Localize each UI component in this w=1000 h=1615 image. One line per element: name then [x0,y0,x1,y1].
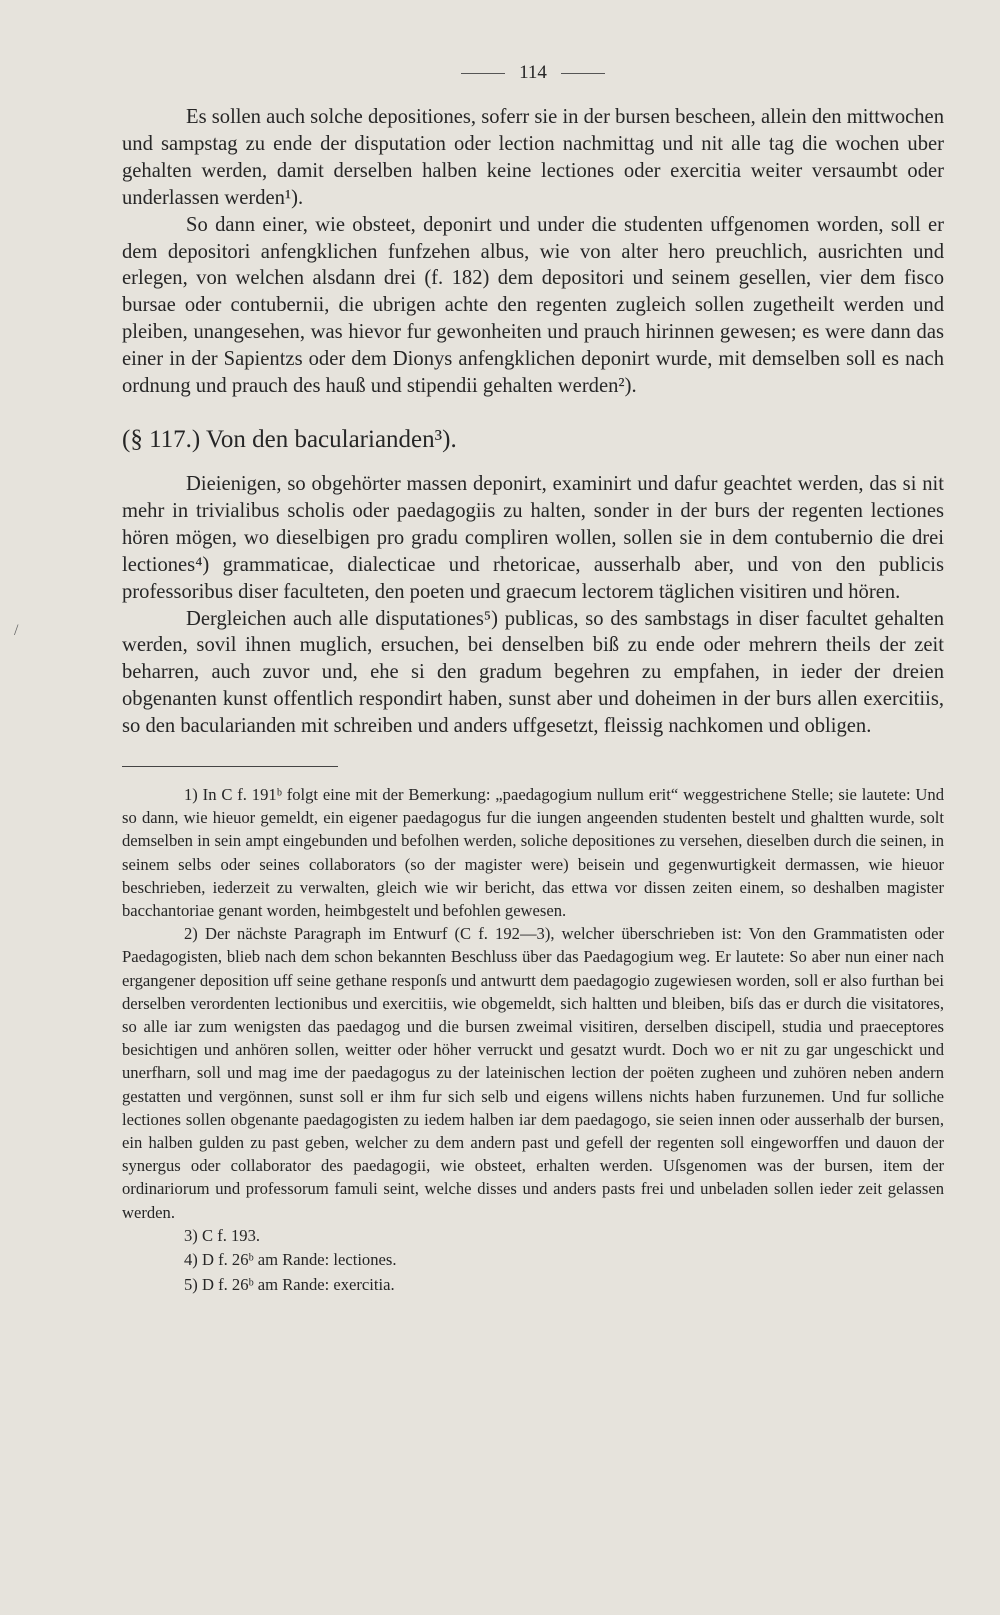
page-number: 114 [519,62,547,83]
footnote-1: 1) In C f. 191ᵇ folgt eine mit der Bemerkung: „paedagogium nullum erit“ weggestrichene Stelle; sie lautete: Und so dann, wie hieuor gemeldt, ein eigener paedagogus fur die iungen angeenden studenten bestelt und ghaltten wurde, solt demselben in sein ampt eingebunden und befolhen werden, soliche depositiones zu versehen, dieselben durch die seinen, in seinem selbs oder seines collaborators (so der magister were) beisein und gegenwurtigkeit dermassen, wie hieuor beschrieben, iederzeit zu verwalten, gleich wie wir bericht, das ettwa vor dissen zeiten einem, so deshalben magister bacchantoriae genant worden, heimbgestelt und befohlen gewesen. [122,785,944,921]
margin-mark: / [14,622,19,639]
header-dash-left [461,73,505,74]
section-title: (§ 117.) Von den bacularianden³). [122,425,457,453]
header-dash-right [561,73,605,74]
footnote-2: 2) Der nächste Paragraph im Entwurf (C f. 192—3), welcher überschrieben ist: Von den Grammatisten oder Paedagogisten, blieb nach dem schon bekannten Beschluss über das Paedagogium weg. Er lautete: So aber nun einer nach ergangener deposition uff seine gethane responſs und antwurtt dem paedagogio zugewiesen worden, soll er also furthan bei derselben verordenten lectionibus und exercitiis, wie obgemeldt, sich haltten und bleiben, biſs das er durch die visitatores, so alle iar zum wenigsten das paedagog und die bursen zweimal visitiren, derselben discipell, studia und praeceptores besichtigen und anhören sollen, weitter oder höher verruckt und gesatzt wurdt. Doch wo er nit zu gar ungeschickt und unerfharn, soll und mag ime der paedagogus zu der lateinischen lection der poëten zugheen und zuhören neben andern gestatten und vergönnen, sunst soll er ihm fur sich selb und eigens willens nichts haben furzunemen. Und fur solliche lectiones sollen obgenante paedagogisten zu iedem halben iar dem paedagogo, sie seien innen oder ausserhalb der bursen, ein halben gulden zu past geben, welcher zu dem andern past und gefell der regenten soll eingeworffen und dauon der synergus oder collaborator des paedagogii, wie obsteet, erhalten werden. Uſsgenomen was der bursen, item der ordinariorum und professorum famuli seint, welche disses und anders pasts frei und unbeladen sollen ieder zeit gelassen werden. [122,924,944,1222]
page-header [122,62,944,84]
paragraph-dergleichen: Dergleichen auch alle disputationes⁵) publicas, so des sambstags in diser facultet gehalten werden, sovil ihnen muglich, ersuchen, bei denselben biß zu ende oder mehrern theils der zeit beharren, auch zuvor und, ehe si den gradum begehren zu empfahen, in ieder der dreien obgenanten kunst offentlich respondirt haben, sunst aber und doheimen in der burs allen exercitiis, so den bacularianden mit schreiben und anders uffgesetzt, fleissig nachkomen und obligen. [122,607,944,738]
footnote-rule [122,766,338,767]
footnote-5: 5) D f. 26ᵇ am Rande: exercitia. [184,1274,395,1294]
footnote-4: 4) D f. 26ᵇ am Rande: lectiones. [184,1250,397,1270]
footnote-3: 3) C f. 193. [184,1225,261,1245]
paragraph-deponirt: So dann einer, wie obsteet, deponirt und under die studenten uffgenomen worden, soll er dem depositori anfengklichen funfzehen albus, wie von alter hero preuchlich, ausrichten und erlegen, von welchen alsdann drei (f. 182) dem depositori und seinem gesellen, vier dem fisco bursae oder contubernii, die ubrigen achte den regenten zugleich sollen zugetheilt werden und pleiben, unangesehen, was hievor fur gewonheiten und prauch hirinnen gewesen; es were dann das einer in der Sapientzs oder dem Dionys anfengklichen deponirt wurde, mit demselben soll es nach ordnung und prauch des hauß und stipendii gehalten werden²). [122,213,944,398]
paragraph-depositiones: Es sollen auch solche depositiones, soferr sie in der bursen bescheen, allein den mittwochen und sampstag zu ende der disputation oder lection nachmittag und nit alle tag die wochen uber gehalten werden, damit derselben halben keine lectiones oder exercitia weiter versaumbt oder underlassen werden¹). [122,106,944,209]
document-page [122,62,944,1297]
paragraph-dieienigen: Dieienigen, so obgehörter massen deponirt, examinirt und dafur geachtet werden, das si nit mehr in trivialibus scholis oder paedagogiis zu halten, sonder in der burs der regenten lectiones hören mögen, wo dieselbigen pro gradu compliren wollen, sollen sie in dem contubernio die drei lectiones⁴) grammaticae, dialecticae und rhetoricae, ausserhalb aber, und von den publicis professoribus diser faculteten, den poeten und graecum lectorem täglichen visitiren und hören. [122,472,944,603]
